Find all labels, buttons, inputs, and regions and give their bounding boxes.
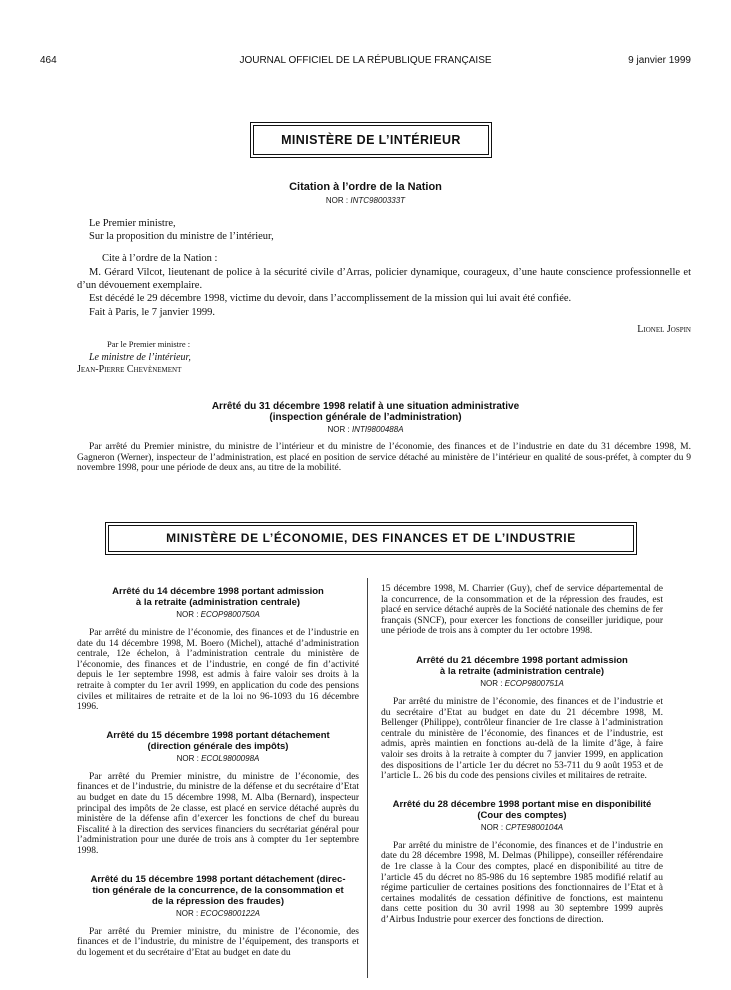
journal-title: JOURNAL OFFICIEL DE LA RÉPUBLIQUE FRANÇAISE <box>239 55 492 66</box>
arrete-1-title-line-1: Arrêté du 31 décembre 1998 relatif à une situation administrative <box>211 401 520 412</box>
arrete-5-title <box>381 655 663 677</box>
arrete-1-text: Par arrêté du Premier ministre, du ministre de l’intérieur et du ministre de l’économie, des finances et de l’industrie en date du 31 décembre 1998, M. Gagneron (Werner), inspecteur de l’administration, est placé en position de service détaché au ministère de l’intérieur en qualité de sous-préfet, à compter du 9 novembre 1998, pour une période de deux ans, au titre de la mobilité. <box>77 442 691 474</box>
arrete-1-title-line-2: (inspection générale de l’administration) <box>269 412 462 423</box>
nor-code: ECOP9800751A <box>504 678 564 688</box>
arrete-1-nor <box>40 425 691 435</box>
arrete-4-nor: NOR : ECOC9800122A <box>175 908 261 918</box>
arrete-4-title-line-2: tion générale de la concurrence, de la consommation et <box>92 884 344 896</box>
nor-code: CPTE9800104A <box>505 822 564 832</box>
arrete-2-title-line-2: à la retraite (administration centrale) <box>135 597 301 608</box>
arrete-6-title-line-2: (Cour des comptes) <box>477 809 567 821</box>
arrete-5-nor: NOR : ECOP9800751A <box>480 678 564 688</box>
citation-line-2: Sur la proposition du ministre de l’intérieur, <box>89 231 274 242</box>
citation-line-1: Le Premier ministre, <box>89 218 176 229</box>
arrete-6-title-line-1: Arrêté du 28 décembre 1998 portant mise en disponibilité <box>392 798 652 810</box>
ministry-interior-banner: MINISTÈRE DE L’INTÉRIEUR <box>253 125 489 155</box>
ministry-economy-banner: MINISTÈRE DE L’ÉCONOMIE, DES FINANCES ET DE L’INDUSTRIE <box>108 525 634 552</box>
nor-code: INTC9800333T <box>350 196 406 205</box>
nor-code: ECOP9800750A <box>200 610 260 619</box>
arrete-4-text-continued: 15 décembre 1998, M. Charrier (Guy), chef de service départemental de la concurrence, de la consommation et de la répression des fraudes, est placé en service détaché auprès de la Société nationale des chemins de fer français (SNCF), pour exercer les fonctions de conseiller juridique, pour une période de trois ans à compter du 1er octobre 1998. <box>381 584 663 637</box>
signer-name: Lionel Jospin <box>637 324 691 335</box>
arrete-3-text: Par arrêté du Premier ministre, du ministre de l’économie, des finances et de l’industrie, du ministre de la défense et du secrétaire d’Etat au budget en date du 15 décembre 1998, M. Alba (Bernard), inspecteur principal des impôts de 2e classe, est placé en service détaché auprès du ministère de la défense afin d’exercer les fonctions de chef du bureau Fiscalité à la direction des services financiers du secrétariat général pour l’administration pour une durée de trois ans à compter du 1er septembre 1998. <box>77 771 359 856</box>
citation-nor <box>40 196 691 206</box>
arrete-3-title <box>77 730 359 752</box>
citation-paragraph-2: Est décédé le 29 décembre 1998, victime du devoir, dans l’accomplissement de la mission qui lui avait été confiée. <box>89 293 572 304</box>
right-column <box>381 584 663 925</box>
citation-paragraph-3: Fait à Paris, le 7 janvier 1999. <box>89 307 215 318</box>
arrete-6-nor: NOR : CPTE9800104A <box>480 822 564 832</box>
minister-title: Le ministre de l’intérieur, <box>89 352 191 363</box>
column-divider <box>367 578 368 978</box>
arrete-3-title-line-1: Arrêté du 15 décembre 1998 portant détachement <box>106 729 330 741</box>
nor-label: NOR : <box>327 425 350 434</box>
issue-date: 9 janvier 1999 <box>628 55 691 66</box>
page-number: 464 <box>40 55 57 66</box>
citation-line-3: Cite à l’ordre de la Nation : <box>102 253 218 264</box>
arrete-5-text: Par arrêté du ministre de l’économie, des finances et de l’industrie et du secrétaire d’Etat au budget en date du 21 décembre 1998, M. Bellenger (Philippe), contrôleur financier de 1re classe à l’administration centrale du ministère de l’économie, des finances et de l’industrie, est admis, après maintien en fonctions au-delà de la limite d’âge, à faire valoir ses droits à la retraite à compter du 7 janvier 1999, en application des dispositions de l’article 1er du décret no 53-711 du 9 août 1953 et de l’article L. 26 bis du code des pensions civiles et militaires de retraite. <box>381 696 663 782</box>
left-column <box>77 586 359 958</box>
nor-code: INTI9800488A <box>351 425 404 434</box>
arrete-4-title-line-1: Arrêté du 15 décembre 1998 portant détachement (direc- <box>90 873 346 885</box>
arrete-6-text: Par arrêté du ministre de l’économie, des finances et de l’industrie en date du 28 décembre 1998, M. Delmas (Philippe), conseiller référendaire de 1re classe à la Cour des comptes, placé en disponibilité au titre de l’article 45 du décret no 85-986 du 16 septembre 1985 modifié relatif au régime particulier de certaines positions des fonctionnaires de l’Etat et à certaines modalités de cessation définitive de fonctions, est maintenu dans cette position du 30 avril 1998 au 30 septembre 1999 auprès d’Airbus Industrie pour exercer des fonctions de direction. <box>381 840 663 925</box>
arrete-5-title-line-2: à la retraite (administration centrale) <box>439 665 605 677</box>
arrete-2-title-line-1: Arrêté du 14 décembre 1998 portant admission <box>112 586 324 597</box>
page-header <box>40 55 691 71</box>
arrete-2-nor: NOR : ECOP9800750A <box>176 610 260 619</box>
nor-code: ECOC9800122A <box>200 908 261 918</box>
arrete-2-title <box>77 586 359 608</box>
arrete-4-title-line-3: de la répression des fraudes) <box>152 895 284 907</box>
arrete-1-title <box>40 401 691 423</box>
arrete-3-title-line-2: (direction générale des impôts) <box>147 740 289 752</box>
arrete-3-nor: NOR : ECOL9800098A <box>176 753 260 763</box>
arrete-2-text: Par arrêté du ministre de l’économie, des finances et de l’industrie en date du 14 décembre 1998, M. Boero (Michel), attaché d’administration centrale, 12e échelon, à l’administration centrale du ministère de l’économie, des finances et de l’industrie, en congé de fin d’activité depuis le 1er septembre 1998, est admis à faire valoir ses droits à la retraite à compter du 1er avril 1999, en application du code des pensions civiles et militaires de retraite et de la loi no 96-1093 du 16 décembre 1996. <box>77 628 359 713</box>
arrete-4-text: Par arrêté du Premier ministre, du ministre de l’économie, des finances et de l’industrie, du ministre de l’équipement, des transports et du logement et du secrétaire d’Etat au budget en date du <box>77 926 359 958</box>
arrete-5-title-line-1: Arrêté du 21 décembre 1998 portant admission <box>416 654 628 666</box>
nor-label: NOR : <box>325 196 349 205</box>
citation-paragraph-1: M. Gérard Vilcot, lieutenant de police à la sécurité civile d’Arras, policier dynamique, courageux, d’une haute conscience professionnelle et d’un dévouement exemplaire. <box>77 267 691 291</box>
nor-code: ECOL9800098A <box>201 753 260 763</box>
citation-title: Citation à l’ordre de la Nation <box>289 181 442 193</box>
minister-name: Jean-Pierre Chevènement <box>77 364 182 375</box>
by-prime-minister: Par le Premier ministre : <box>107 339 191 349</box>
arrete-4-title <box>77 874 359 907</box>
arrete-6-title <box>381 799 663 821</box>
